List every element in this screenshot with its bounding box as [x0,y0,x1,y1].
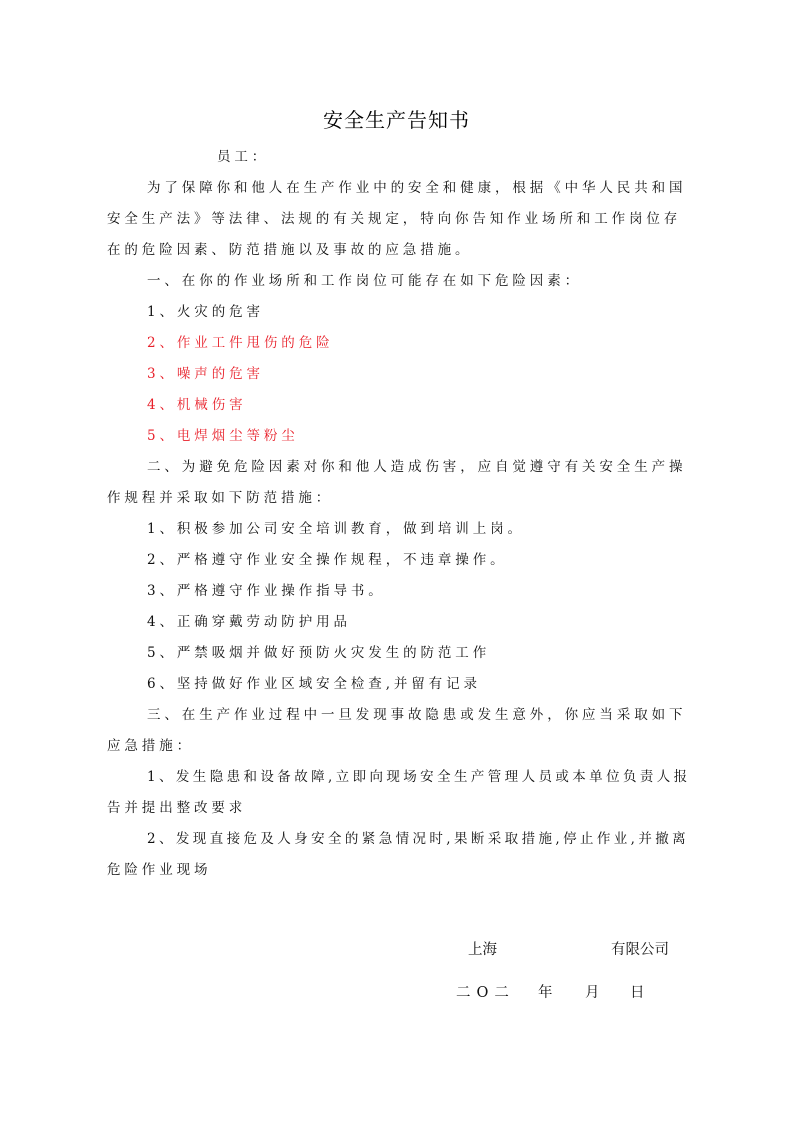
document-title: 安全生产告知书 [323,108,470,132]
date-month-label: 月 [585,985,600,1001]
section3-heading-line-2: 应急措施： [107,738,194,754]
company-name-suffix: 有限公司 [611,942,669,958]
hazard-item-5: 5、电焊烟尘等粉尘 [147,428,299,444]
intro-line-2: 安全生产法》等法律、法规的有关规定，特向你告知作业场所和工作岗位存 [107,211,682,227]
measure-item-2: 2、严格遵守作业安全操作规程，不违章操作。 [147,552,508,568]
intro-line-3: 在的危险因素、防范措施以及事故的应急措施。 [107,242,473,258]
hazard-item-1: 1、火灾的危害 [147,304,264,320]
date-year-label: 年 [538,985,553,1001]
section1-heading: 一、在你的作业场所和工作岗位可能存在如下危险因素： [147,273,582,289]
date-year-prefix: 二O二 [456,985,515,1001]
intro-line-1: 为了保障你和他人在生产作业中的安全和健康，根据《中华人民共和国 [147,180,687,196]
section3-heading-line-1: 三、在生产作业过程中一旦发现事故隐患或发生意外，你应当采取如下 [147,707,687,723]
emergency-item-2-line-1: 2、发现直接危及人身安全的紧急情况时,果断采取措施,停止作业,并撤离 [147,831,690,847]
measure-item-5: 5、严禁吸烟并做好预防火灾发生的防范工作 [147,645,491,661]
measure-item-1: 1、积极参加公司安全培训教育，做到培训上岗。 [147,521,525,537]
hazard-item-3: 3、噪声的危害 [147,366,264,382]
emergency-item-1-line-1: 1、发生隐患和设备故障,立即向现场安全生产管理人员或本单位负责人报 [147,769,691,785]
section2-heading-line-2: 作规程并采取如下防范措施： [107,490,334,506]
emergency-item-1-line-2: 告并提出整改要求 [107,800,247,816]
hazard-item-2: 2、作业工件甩伤的危险 [147,335,334,351]
hazard-item-4: 4、机械伤害 [147,397,247,413]
salutation: 员工： [217,149,270,165]
measure-item-6: 6、坚持做好作业区域安全检查,并留有记录 [147,676,481,692]
measure-item-3: 3、严格遵守作业操作指导书。 [147,583,386,599]
company-name-prefix: 上海 [468,942,497,958]
emergency-item-2-line-2: 危险作业现场 [107,862,212,878]
date-day-label: 日 [630,985,645,1001]
measure-item-4: 4、正确穿戴劳动防护用品 [147,614,351,630]
section2-heading-line-1: 二、为避免危险因素对你和他人造成伤害，应自觉遵守有关安全生产操 [147,459,687,475]
